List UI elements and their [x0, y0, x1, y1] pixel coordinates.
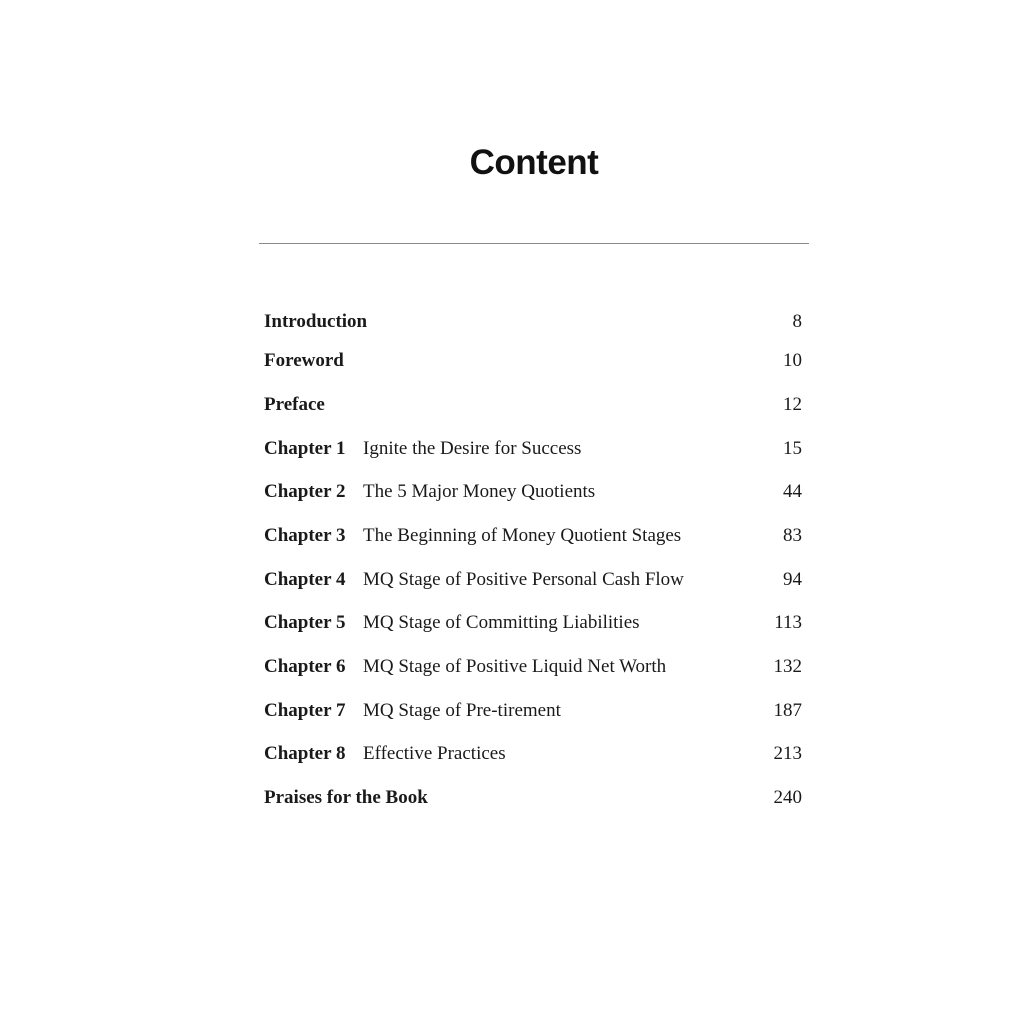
toc-entry-label: Chapter 5 — [264, 612, 346, 633]
toc-entry-chapter-1[interactable] — [264, 435, 802, 463]
toc-entry-label: Chapter 3 — [264, 525, 346, 546]
toc-entry-page-number: 10 — [783, 350, 802, 371]
toc-entry-title: The 5 Major Money Quotients — [363, 481, 596, 502]
toc-entry-label: Chapter 6 — [264, 656, 346, 677]
toc-entry-label: Foreword — [264, 350, 344, 371]
toc-entry-title: MQ Stage of Positive Personal Cash Flow — [363, 569, 684, 590]
toc-entry-chapter-6[interactable] — [264, 653, 802, 681]
toc-entry-chapter-2[interactable] — [264, 478, 802, 506]
toc-entry-label: Chapter 8 — [264, 743, 346, 764]
toc-entry-page-number: 132 — [773, 656, 802, 677]
toc-entry-page-number: 213 — [773, 743, 802, 764]
toc-entry-preface[interactable] — [264, 391, 802, 419]
toc-entry-praises[interactable] — [264, 784, 802, 812]
toc-entry-label: Introduction — [264, 311, 368, 332]
toc-entry-introduction[interactable] — [264, 308, 802, 336]
toc-entry-chapter-4[interactable] — [264, 566, 802, 594]
toc-entry-title: MQ Stage of Committing Liabilities — [363, 612, 640, 633]
toc-entry-label: Praises for the Book — [264, 787, 428, 808]
toc-entry-page-number: 83 — [783, 525, 802, 546]
toc-entry-title: Effective Practices — [363, 743, 506, 764]
toc-entry-page-number: 240 — [773, 787, 802, 808]
toc-entry-title: Ignite the Desire for Success — [363, 438, 582, 459]
page-title: Content — [469, 143, 599, 182]
toc-entry-page-number: 8 — [792, 311, 802, 332]
toc-entry-page-number: 113 — [774, 612, 802, 633]
title-divider — [259, 243, 809, 244]
toc-entry-label: Chapter 1 — [264, 438, 346, 459]
toc-entry-chapter-7[interactable] — [264, 697, 802, 725]
toc-entry-label: Chapter 7 — [264, 700, 346, 721]
toc-entry-chapter-3[interactable] — [264, 522, 802, 550]
toc-entry-page-number: 12 — [783, 394, 802, 415]
toc-entry-chapter-5[interactable] — [264, 609, 802, 637]
toc-entry-page-number: 94 — [783, 569, 802, 590]
toc-entry-label: Preface — [264, 394, 325, 415]
toc-entry-title: MQ Stage of Positive Liquid Net Worth — [363, 656, 667, 677]
toc-entry-title: MQ Stage of Pre-tirement — [363, 700, 561, 721]
toc-entry-page-number: 15 — [783, 438, 802, 459]
toc-entry-label: Chapter 4 — [264, 569, 346, 590]
toc-entry-title: The Beginning of Money Quotient Stages — [363, 525, 682, 546]
toc-entry-label: Chapter 2 — [264, 481, 346, 502]
toc-entry-page-number: 187 — [773, 700, 802, 721]
toc-entry-foreword[interactable] — [264, 347, 802, 375]
toc-entry-page-number: 44 — [783, 481, 802, 502]
toc-entry-chapter-8[interactable] — [264, 740, 802, 768]
